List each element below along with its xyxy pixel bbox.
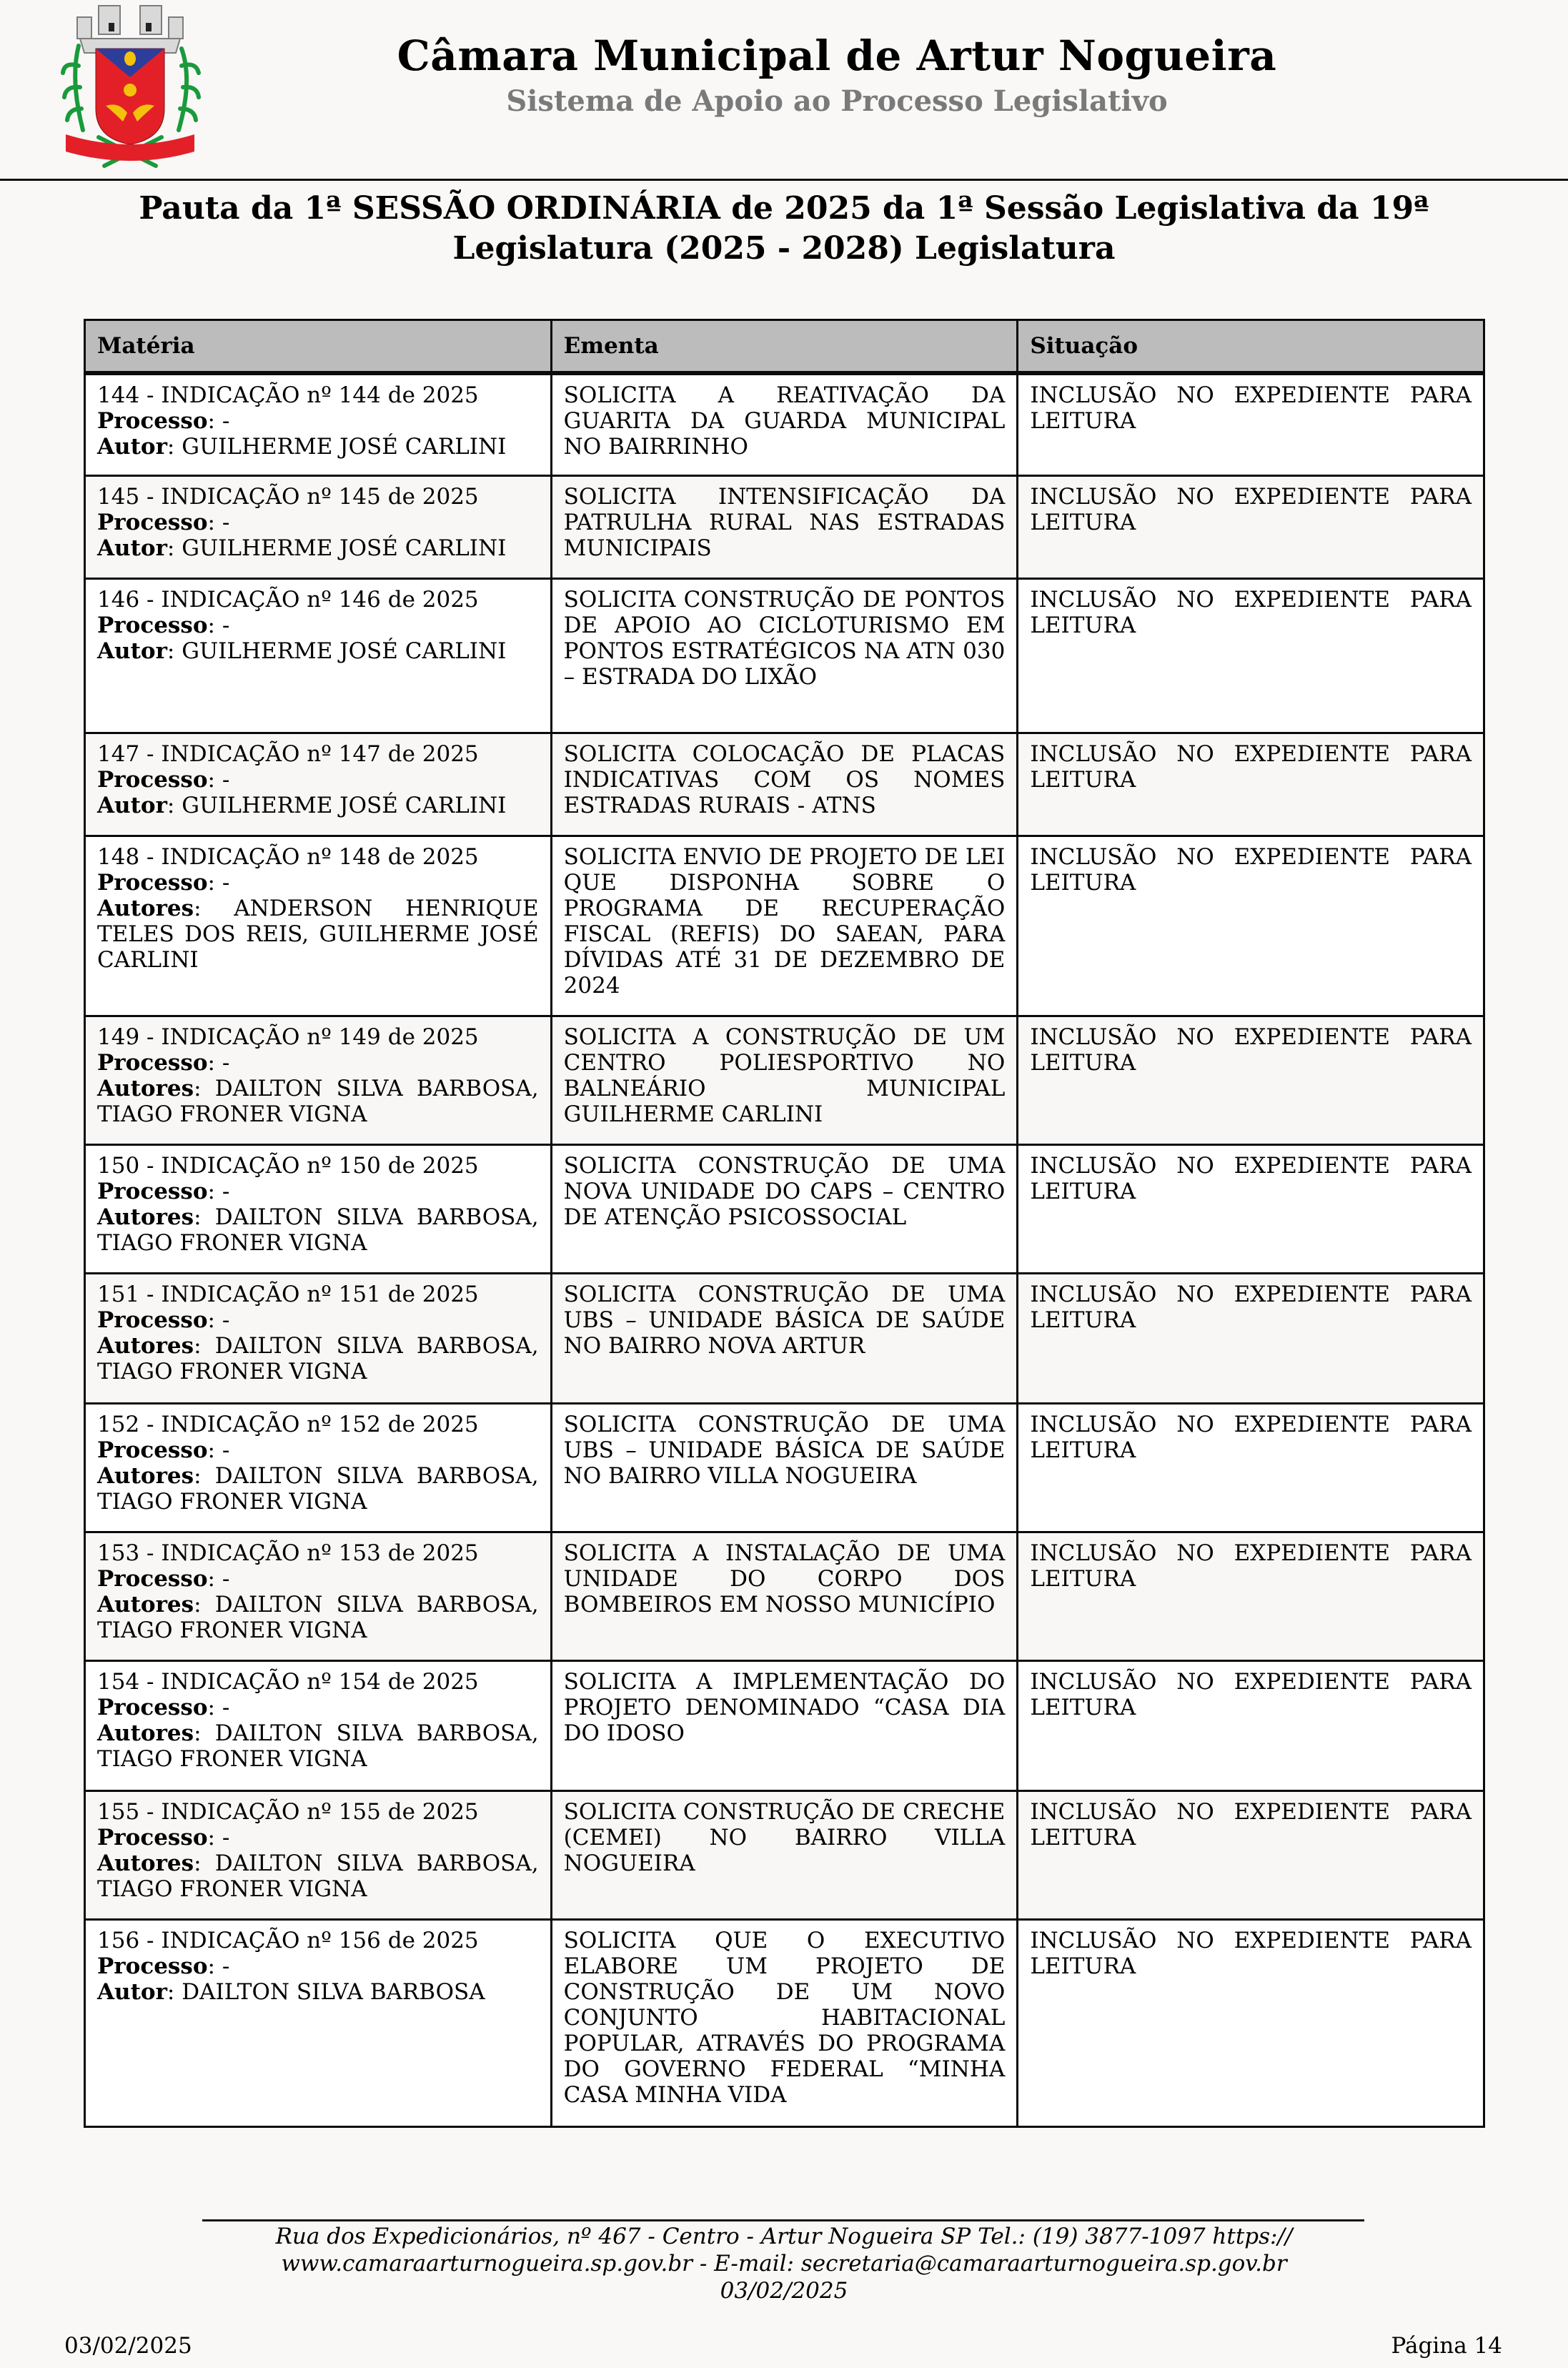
table-body: [85, 373, 1484, 2127]
processo-value: -: [222, 510, 230, 535]
processo-line: Processo: -: [97, 1050, 230, 1076]
processo-label: Processo: [97, 1695, 208, 1720]
autor-value: DAILTON SILVA BARBOSA, TIAGO FRONER VIGNA: [97, 1204, 539, 1256]
processo-line: Processo: -: [97, 510, 230, 535]
materia-title[interactable]: 152 - INDICAÇÃO nº 152 de 2025: [97, 1412, 479, 1437]
materia-cell: [85, 1791, 552, 1920]
autor-line: Autores: DAILTON SILVA BARBOSA, TIAGO FRONER VIGNA: [97, 1204, 539, 1256]
processo-label: Processo: [97, 1179, 208, 1204]
materia-cell: [85, 1016, 552, 1145]
processo-label: Processo: [97, 1953, 208, 1979]
table-row: [85, 476, 1484, 579]
autor-value: DAILTON SILVA BARBOSA, TIAGO FRONER VIGNA: [97, 1333, 539, 1384]
processo-label: Processo: [97, 510, 208, 535]
autor-line: Autor: GUILHERME JOSÉ CARLINI: [97, 638, 507, 664]
autor-value: DAILTON SILVA BARBOSA, TIAGO FRONER VIGNA: [97, 1592, 539, 1643]
materia-title[interactable]: 156 - INDICAÇÃO nº 156 de 2025: [97, 1928, 479, 1953]
column-header-materia: Matéria: [85, 320, 552, 373]
situacao-cell: INCLUSÃO NO EXPEDIENTE PARA LEITURA: [1018, 1404, 1484, 1532]
table-header-row: [85, 320, 1484, 373]
table-row: [85, 1274, 1484, 1404]
processo-line: Processo: -: [97, 767, 230, 793]
materia-cell: [85, 373, 552, 476]
processo-label: Processo: [97, 407, 208, 434]
situacao-cell: INCLUSÃO NO EXPEDIENTE PARA LEITURA: [1018, 373, 1484, 476]
table-row: [85, 836, 1484, 1016]
materia-title[interactable]: 145 - INDICAÇÃO nº 145 de 2025: [97, 484, 479, 510]
processo-label: Processo: [97, 1307, 208, 1333]
processo-label: Processo: [97, 1437, 208, 1463]
processo-label: Processo: [97, 1566, 208, 1592]
ementa-cell: SOLICITA CONSTRUÇÃO DE UMA UBS – UNIDADE BÁSICA DE SAÚDE NO BAIRRO VILLA NOGUEIRA: [551, 1404, 1018, 1532]
processo-label: Processo: [97, 613, 208, 638]
autor-label: Autores: [97, 1076, 194, 1101]
materia-title[interactable]: 147 - INDICAÇÃO nº 147 de 2025: [97, 741, 479, 767]
materia-title[interactable]: 151 - INDICAÇÃO nº 151 de 2025: [97, 1282, 479, 1307]
institution-title: Câmara Municipal de Artur Nogueira: [397, 31, 1277, 80]
situacao-cell: INCLUSÃO NO EXPEDIENTE PARA LEITURA: [1018, 733, 1484, 836]
column-header-situacao: Situação: [1018, 320, 1484, 373]
processo-line: Processo: -: [97, 1566, 230, 1592]
autor-value: GUILHERME JOSÉ CARLINI: [182, 535, 507, 561]
processo-line: Processo: -: [97, 1437, 230, 1463]
processo-value: -: [222, 407, 230, 434]
materia-cell: [85, 836, 552, 1016]
materia-cell: [85, 733, 552, 836]
materia-cell: [85, 476, 552, 579]
materia-cell: [85, 1661, 552, 1791]
ementa-cell: SOLICITA INTENSIFICAÇÃO DA PATRULHA RURAL NAS ESTRADAS MUNICIPAIS: [551, 476, 1018, 579]
processo-label: Processo: [97, 870, 208, 896]
situacao-cell: INCLUSÃO NO EXPEDIENTE PARA LEITURA: [1018, 1145, 1484, 1274]
table-row: [85, 1920, 1484, 2127]
autor-value: GUILHERME JOSÉ CARLINI: [182, 433, 507, 460]
table-row: [85, 1145, 1484, 1274]
footer-date: 03/02/2025: [64, 2333, 192, 2359]
autor-line: Autores: DAILTON SILVA BARBOSA, TIAGO FRONER VIGNA: [97, 1076, 539, 1127]
table-row: [85, 733, 1484, 836]
ementa-cell: SOLICITA CONSTRUÇÃO DE PONTOS DE APOIO AO CICLOTURISMO EM PONTOS ESTRATÉGICOS NA ATN 030 – ESTRADA DO LIXÃO: [551, 579, 1018, 733]
page-number: Página 14: [1391, 2333, 1502, 2359]
processo-label: Processo: [97, 1050, 208, 1076]
autor-line: Autor: GUILHERME JOSÉ CARLINI: [97, 535, 507, 561]
ementa-cell: SOLICITA QUE O EXECUTIVO ELABORE UM PROJETO DE CONSTRUÇÃO DE UM NOVO CONJUNTO HABITACIONAL POPULAR, ATRAVÉS DO PROGRAMA DO GOVERNO FEDERAL “MINHA CASA MINHA VIDA: [551, 1920, 1018, 2127]
autor-label: Autor: [97, 638, 167, 664]
agenda-table: [84, 319, 1485, 2128]
processo-label: Processo: [97, 767, 208, 793]
autor-line: Autores: ANDERSON HENRIQUE TELES DOS REIS, GUILHERME JOSÉ CARLINI: [97, 896, 539, 973]
processo-line: Processo: -: [97, 1179, 230, 1204]
processo-line: Processo: -: [97, 1953, 230, 1979]
autor-value: ANDERSON HENRIQUE TELES DOS REIS, GUILHERME JOSÉ CARLINI: [97, 896, 539, 973]
processo-value: -: [222, 870, 230, 896]
table-row: [85, 579, 1484, 733]
processo-line: Processo: -: [97, 407, 230, 434]
table-row: [85, 1532, 1484, 1661]
ementa-cell: SOLICITA A CONSTRUÇÃO DE UM CENTRO POLIESPORTIVO NO BALNEÁRIO MUNICIPAL GUILHERME CARLINI: [551, 1016, 1018, 1145]
table-row: [85, 1016, 1484, 1145]
processo-line: Processo: -: [97, 613, 230, 638]
materia-cell: [85, 1404, 552, 1532]
autor-line: Autores: DAILTON SILVA BARBOSA, TIAGO FRONER VIGNA: [97, 1592, 539, 1643]
autor-label: Autores: [97, 896, 194, 921]
processo-value: -: [222, 1825, 230, 1851]
autor-value: GUILHERME JOSÉ CARLINI: [182, 638, 507, 664]
footer-address: [214, 2223, 1354, 2304]
autor-label: Autores: [97, 1592, 194, 1618]
materia-cell: [85, 1920, 552, 2127]
table-row: [85, 1791, 1484, 1920]
autor-line: Autores: DAILTON SILVA BARBOSA, TIAGO FRONER VIGNA: [97, 1463, 539, 1515]
autor-line: Autor: DAILTON SILVA BARBOSA: [97, 1979, 485, 2005]
autor-line: Autor: GUILHERME JOSÉ CARLINI: [97, 793, 507, 818]
ementa-cell: SOLICITA CONSTRUÇÃO DE UMA UBS – UNIDADE BÁSICA DE SAÚDE NO BAIRRO NOVA ARTUR: [551, 1274, 1018, 1404]
autor-label: Autor: [97, 793, 167, 818]
autor-value: DAILTON SILVA BARBOSA: [182, 1979, 485, 2005]
autor-label: Autor: [97, 433, 167, 460]
materia-title[interactable]: 144 - INDICAÇÃO nº 144 de 2025: [97, 382, 479, 408]
autor-label: Autor: [97, 1979, 167, 2005]
footer-divider: [202, 2219, 1364, 2221]
situacao-cell: INCLUSÃO NO EXPEDIENTE PARA LEITURA: [1018, 1661, 1484, 1791]
autor-line: Autores: DAILTON SILVA BARBOSA, TIAGO FRONER VIGNA: [97, 1851, 539, 1902]
processo-value: -: [222, 1953, 230, 1979]
processo-value: -: [222, 1566, 230, 1592]
processo-value: -: [222, 1179, 230, 1204]
ementa-cell: SOLICITA A IMPLEMENTAÇÃO DO PROJETO DENOMINADO “CASA DIA DO IDOSO: [551, 1661, 1018, 1791]
ementa-cell: SOLICITA A INSTALAÇÃO DE UMA UNIDADE DO CORPO DOS BOMBEIROS EM NOSSO MUNICÍPIO: [551, 1532, 1018, 1661]
situacao-cell: INCLUSÃO NO EXPEDIENTE PARA LEITURA: [1018, 579, 1484, 733]
situacao-cell: INCLUSÃO NO EXPEDIENTE PARA LEITURA: [1018, 1274, 1484, 1404]
materia-cell: [85, 1532, 552, 1661]
materia-title[interactable]: 155 - INDICAÇÃO nº 155 de 2025: [97, 1799, 479, 1825]
autor-label: Autor: [97, 535, 167, 561]
table-row: [85, 1404, 1484, 1532]
system-subtitle: Sistema de Apoio ao Processo Legislativo: [506, 84, 1168, 118]
ementa-cell: SOLICITA A REATIVAÇÃO DA GUARITA DA GUARDA MUNICIPAL NO BAIRRINHO: [551, 373, 1018, 476]
processo-value: -: [222, 1307, 230, 1333]
autor-label: Autores: [97, 1463, 194, 1489]
autor-label: Autores: [97, 1720, 194, 1746]
header-divider: [0, 179, 1568, 181]
ementa-cell: SOLICITA CONSTRUÇÃO DE CRECHE (CEMEI) NO BAIRRO VILLA NOGUEIRA: [551, 1791, 1018, 1920]
autor-value: DAILTON SILVA BARBOSA, TIAGO FRONER VIGNA: [97, 1076, 539, 1127]
autor-value: DAILTON SILVA BARBOSA, TIAGO FRONER VIGNA: [97, 1720, 539, 1772]
autor-value: GUILHERME JOSÉ CARLINI: [182, 793, 507, 818]
situacao-cell: INCLUSÃO NO EXPEDIENTE PARA LEITURA: [1018, 1016, 1484, 1145]
ementa-cell: SOLICITA COLOCAÇÃO DE PLACAS INDICATIVAS COM OS NOMES ESTRADAS RURAIS - ATNS: [551, 733, 1018, 836]
situacao-cell: INCLUSÃO NO EXPEDIENTE PARA LEITURA: [1018, 1791, 1484, 1920]
situacao-cell: INCLUSÃO NO EXPEDIENTE PARA LEITURA: [1018, 1532, 1484, 1661]
page-header: [0, 0, 1568, 180]
footer-address-line: Rua dos Expedicionários, nº 467 - Centro - Artur Nogueira SP Tel.: (19) 3877-1097 https://: [275, 2224, 1293, 2249]
autor-label: Autores: [97, 1204, 194, 1230]
materia-title[interactable]: 146 - INDICAÇÃO nº 146 de 2025: [97, 587, 479, 613]
situacao-cell: INCLUSÃO NO EXPEDIENTE PARA LEITURA: [1018, 836, 1484, 1016]
materia-cell: [85, 579, 552, 733]
table-row: [85, 1661, 1484, 1791]
processo-label: Processo: [97, 1825, 208, 1851]
ementa-cell: SOLICITA ENVIO DE PROJETO DE LEI QUE DISPONHA SOBRE O PROGRAMA DE RECUPERAÇÃO FISCAL (REFIS) DO SAEAN, PARA DÍVIDAS ATÉ 31 DE DEZEMBRO DE 2024: [551, 836, 1018, 1016]
footer-address-line: 03/02/2025: [720, 2278, 848, 2304]
processo-line: Processo: -: [97, 870, 230, 896]
footer-address-line: www.camaraarturnogueira.sp.gov.br - E-mail: secretaria@camaraarturnogueira.sp.gov.br: [281, 2251, 1287, 2277]
processo-line: Processo: -: [97, 1825, 230, 1851]
ementa-cell: SOLICITA CONSTRUÇÃO DE UMA NOVA UNIDADE DO CAPS – CENTRO DE ATENÇÃO PSICOSSOCIAL: [551, 1145, 1018, 1274]
processo-value: -: [222, 1050, 230, 1076]
situacao-cell: INCLUSÃO NO EXPEDIENTE PARA LEITURA: [1018, 476, 1484, 579]
materia-title[interactable]: 149 - INDICAÇÃO nº 149 de 2025: [97, 1024, 479, 1050]
autor-value: DAILTON SILVA BARBOSA, TIAGO FRONER VIGNA: [97, 1463, 539, 1515]
situacao-cell: INCLUSÃO NO EXPEDIENTE PARA LEITURA: [1018, 1920, 1484, 2127]
materia-title[interactable]: 153 - INDICAÇÃO nº 153 de 2025: [97, 1540, 479, 1566]
processo-value: -: [222, 1695, 230, 1720]
processo-value: -: [222, 613, 230, 638]
processo-line: Processo: -: [97, 1695, 230, 1720]
autor-label: Autores: [97, 1851, 194, 1876]
materia-title[interactable]: 148 - INDICAÇÃO nº 148 de 2025: [97, 844, 479, 870]
document-title: Pauta da 1ª SESSÃO ORDINÁRIA de 2025 da 1ª Sessão Legislativa da 19ª Legislatura (2025 - 2028) Legislatura: [139, 190, 1429, 267]
processo-line: Processo: -: [97, 1307, 230, 1333]
processo-value: -: [222, 767, 230, 793]
column-header-ementa: Ementa: [551, 320, 1018, 373]
materia-cell: [85, 1145, 552, 1274]
autor-value: DAILTON SILVA BARBOSA, TIAGO FRONER VIGNA: [97, 1851, 539, 1902]
materia-title[interactable]: 150 - INDICAÇÃO nº 150 de 2025: [97, 1153, 479, 1179]
table-row: [85, 373, 1484, 476]
autor-label: Autores: [97, 1333, 194, 1359]
autor-line: Autores: DAILTON SILVA BARBOSA, TIAGO FRONER VIGNA: [97, 1333, 539, 1384]
autor-line: Autor: GUILHERME JOSÉ CARLINI: [97, 433, 507, 460]
processo-value: -: [222, 1437, 230, 1463]
materia-title[interactable]: 154 - INDICAÇÃO nº 154 de 2025: [97, 1669, 479, 1695]
materia-cell: [85, 1274, 552, 1404]
autor-line: Autores: DAILTON SILVA BARBOSA, TIAGO FRONER VIGNA: [97, 1720, 539, 1772]
